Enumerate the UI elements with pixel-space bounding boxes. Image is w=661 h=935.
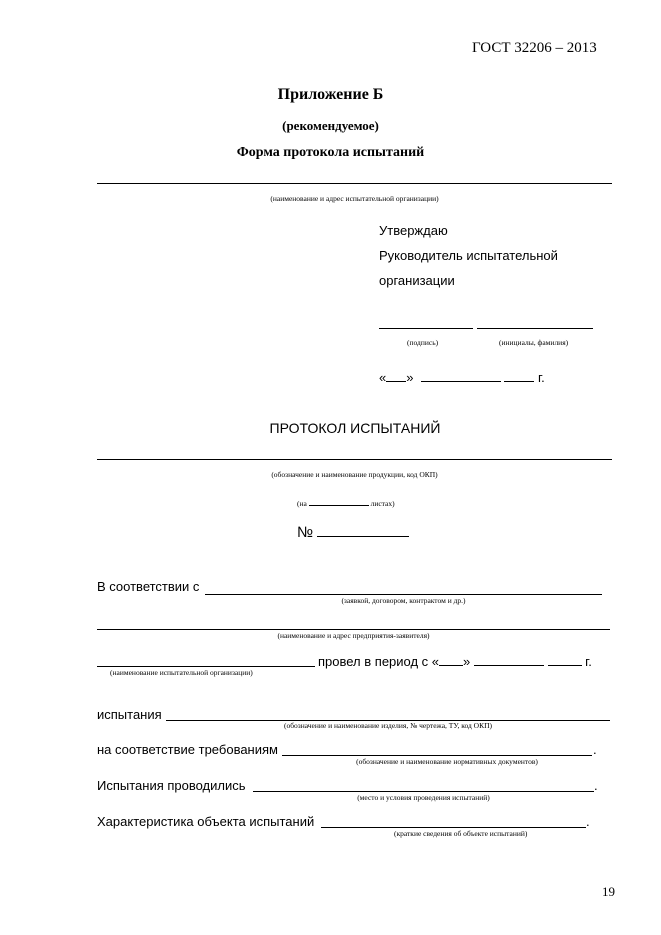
accordance-caption: (заявкой, договором, контрактом и др.) [341,596,466,605]
date-month-field[interactable] [421,369,501,382]
sheets-prefix: (на [297,499,307,508]
requirements-caption: (обозначение и наименование нормативных документов) [356,757,538,766]
date-year-field[interactable] [504,369,534,382]
test-org-caption: (наименование испытательной организации) [110,668,253,677]
appendix-title: Приложение Б [277,86,384,103]
characteristics-period: . [586,814,590,829]
conducted-close: » [463,654,471,669]
conducted-where-period: . [594,778,598,793]
period-year-field[interactable] [548,653,582,666]
signatory-name-caption: (инициалы, фамилия) [499,338,569,347]
protocol-number-row [297,524,409,541]
org-name-caption: (наименование и адрес испытательной организации) [270,194,439,203]
signature-line[interactable] [379,328,473,329]
conducted-text: провел в период с « [318,654,440,669]
protocol-title: ПРОТОКОЛ ИСПЫТАНИЙ [269,420,441,436]
sheets-count-field[interactable] [309,497,369,506]
tests-label: испытания [97,707,162,722]
sheets-row [297,497,395,508]
approval-line-2: Руководитель испытательной [379,248,558,263]
characteristics-caption: (краткие сведения об объекте испытаний) [394,829,528,838]
period-year-suffix: г. [585,654,592,669]
number-sign: № [297,524,314,541]
signature-caption: (подпись) [407,338,439,347]
approval-line-1: Утверждаю [379,223,448,238]
requirements-label: на соответствие требованиям [97,742,278,757]
org-name-line[interactable] [97,183,612,184]
applicant-caption: (наименование и адрес предприятия-заявителя) [277,631,430,640]
date-close-quote: » [406,370,414,385]
requirements-line[interactable] [282,755,592,756]
period-day-field[interactable] [439,653,463,666]
characteristics-line[interactable] [321,827,586,828]
sheets-suffix: листах) [370,499,395,508]
applicant-line[interactable] [97,629,610,630]
conducted-where-line[interactable] [253,791,594,792]
requirements-period: . [593,742,597,757]
period-month-field[interactable] [474,653,544,666]
accordance-label: В соответствии с [97,579,200,594]
approval-date-row [379,369,545,385]
period-row [318,653,592,669]
date-day-field[interactable] [386,369,406,382]
product-caption: (обозначение и наименование продукции, код ОКП) [271,470,438,479]
characteristics-label: Характеристика объекта испытаний [97,814,315,829]
tests-caption: (обозначение и наименование изделия, № чертежа, ТУ, код ОКП) [283,721,493,730]
signatory-name-line[interactable] [477,328,593,329]
product-line[interactable] [97,459,612,460]
appendix-subtitle: (рекомендуемое) [282,118,379,133]
conducted-where-caption: (место и условия проведения испытаний) [357,793,490,802]
document-number: ГОСТ 32206 – 2013 [472,40,597,56]
approval-line-3: организации [379,273,455,288]
date-year-suffix: г. [537,370,545,385]
test-org-line[interactable] [97,666,315,667]
conducted-where-label: Испытания проводились [97,778,246,793]
date-open-quote: « [379,370,387,385]
page-number: 19 [602,884,615,899]
accordance-line[interactable] [205,594,602,595]
form-title: Форма протокола испытаний [236,145,425,160]
protocol-number-field[interactable] [317,524,409,537]
